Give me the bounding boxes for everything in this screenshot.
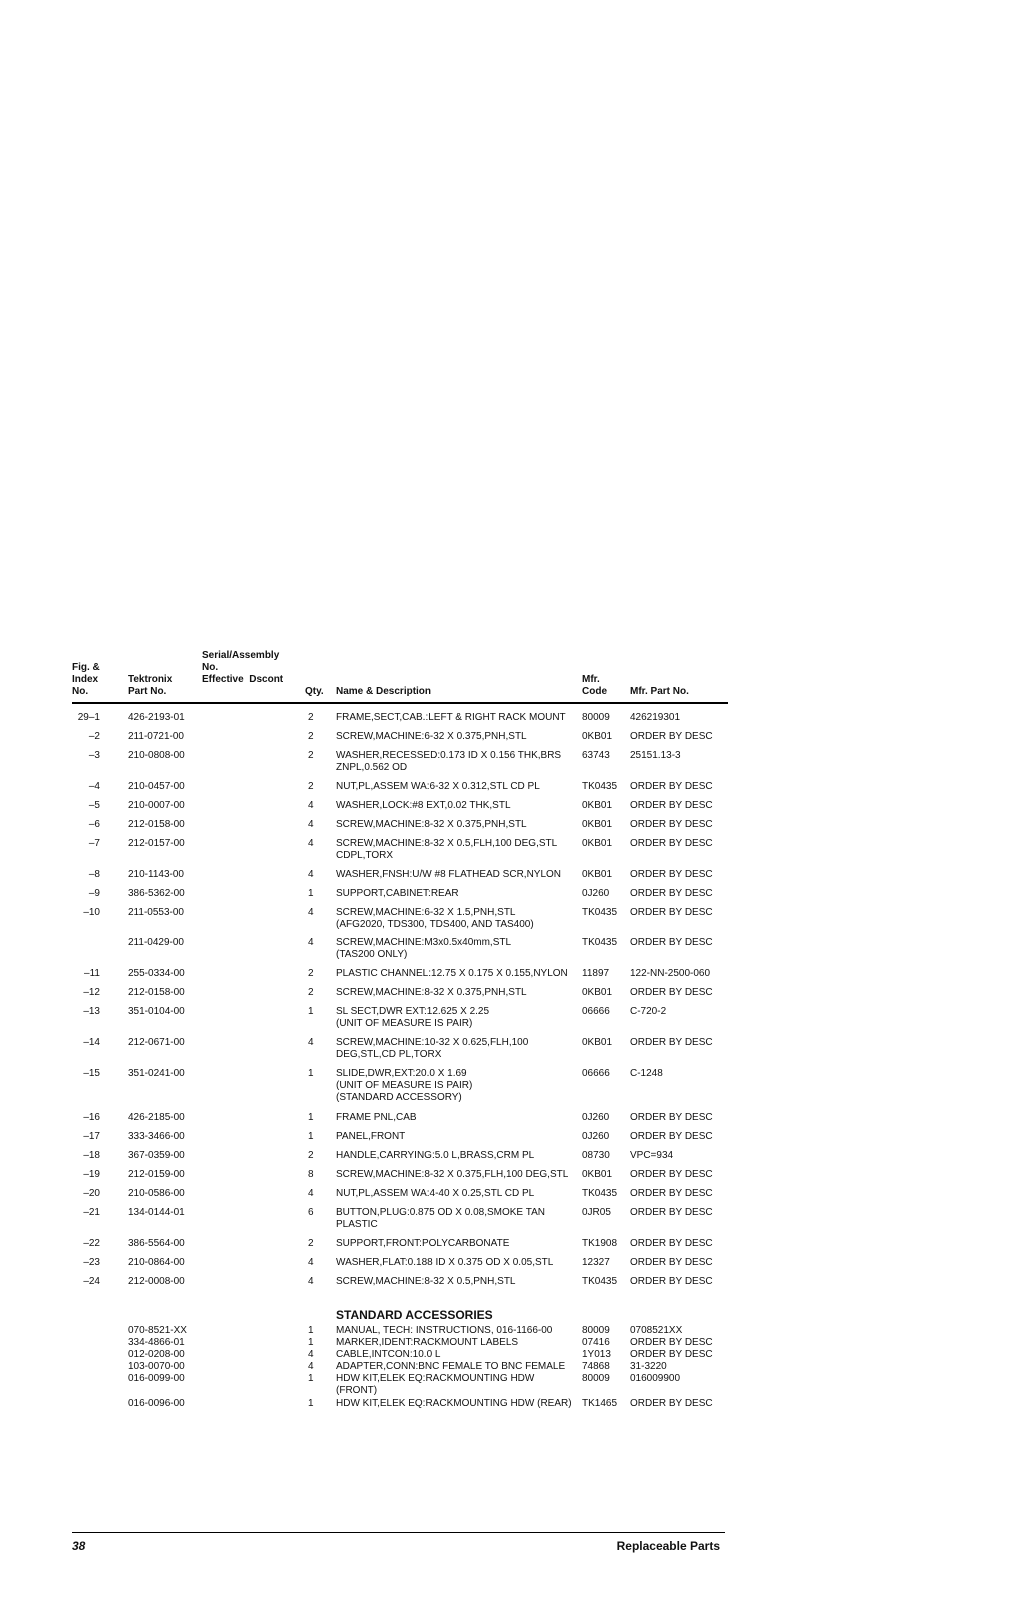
mfr-part-number-cell: ORDER BY DESC [630, 838, 713, 849]
part-number-cell: 426-2193-01 [128, 712, 185, 723]
part-number-cell: 386-5362-00 [128, 888, 185, 899]
description-cell [336, 869, 561, 881]
mfr-part-number-cell: ORDER BY DESC [630, 781, 713, 792]
description-line: (UNIT OF MEASURE IS PAIR) [336, 1080, 473, 1091]
header-divider [72, 702, 728, 704]
fig-index-cell: –22 [83, 1238, 100, 1249]
description-cell [336, 731, 527, 743]
part-number-cell: 211-0553-00 [128, 907, 184, 918]
fig-index-cell: –6 [88, 819, 100, 830]
description-line: SUPPORT,CABINET:REAR [336, 888, 459, 899]
description-line: SCREW,MACHINE:6-32 X 0.375,PNH,STL [336, 731, 527, 742]
mfr-part-number-cell: 31-3220 [630, 1361, 667, 1372]
qty-cell: 4 [308, 1037, 314, 1048]
part-number-cell: 367-0359-00 [128, 1150, 185, 1161]
description-cell [336, 1361, 565, 1373]
description-cell [336, 1037, 528, 1061]
part-number-cell: 351-0104-00 [128, 1006, 185, 1017]
qty-cell: 4 [308, 800, 314, 811]
mfr-code-cell: TK1465 [582, 1398, 618, 1409]
qty-cell: 2 [308, 750, 314, 761]
description-cell [336, 1188, 534, 1200]
qty-cell: 2 [308, 987, 314, 998]
mfr-part-number-cell: ORDER BY DESC [630, 731, 713, 742]
description-cell [336, 1373, 534, 1397]
description-line: CABLE,INTCON:10.0 L [336, 1349, 441, 1360]
fig-index-cell: –11 [84, 968, 100, 979]
mfr-part-number-cell: C-1248 [630, 1068, 663, 1079]
description-cell [336, 750, 561, 774]
part-number-cell: 351-0241-00 [128, 1068, 185, 1079]
qty-cell: 2 [308, 968, 314, 979]
qty-cell: 2 [308, 1238, 314, 1249]
fig-index-cell: –23 [83, 1257, 100, 1268]
description-line: FRAME PNL,CAB [336, 1112, 417, 1123]
qty-cell: 1 [308, 1373, 314, 1384]
qty-cell: 1 [308, 888, 314, 899]
description-line: SCREW,MACHINE:10-32 X 0.625,FLH,100 [336, 1037, 529, 1048]
mfr-code-cell: 0KB01 [582, 731, 613, 742]
qty-cell: 1 [308, 1325, 314, 1336]
qty-cell: 4 [308, 1257, 314, 1268]
mfr-part-number-cell: 0708521XX [630, 1325, 683, 1336]
fig-index-cell: –24 [83, 1276, 100, 1287]
part-number-cell: 210-1143-00 [128, 869, 184, 880]
description-line: DEG,STL,CD PL,TORX [336, 1049, 442, 1060]
qty-cell: 4 [308, 1188, 314, 1199]
qty-cell: 2 [308, 1150, 314, 1161]
header-mfr-code: Mfr. Code [582, 674, 607, 697]
part-number-cell: 070-8521-XX [128, 1325, 187, 1336]
mfr-code-cell: 08730 [582, 1150, 610, 1161]
description-line: HDW KIT,ELEK EQ:RACKMOUNTING HDW [336, 1373, 535, 1384]
mfr-part-number-cell: 122-NN-2500-060 [630, 968, 711, 979]
part-number-cell: 016-0096-00 [128, 1398, 185, 1409]
mfr-part-number-cell: ORDER BY DESC [630, 1131, 713, 1142]
description-line: (STANDARD ACCESSORY) [336, 1092, 462, 1103]
fig-index-cell: –5 [88, 800, 100, 811]
mfr-part-number-cell: C-720-2 [630, 1006, 667, 1017]
fig-index-cell: –7 [88, 838, 100, 849]
mfr-code-cell: 07416 [582, 1337, 610, 1348]
qty-cell: 4 [308, 1349, 314, 1360]
fig-index-cell: –16 [83, 1112, 100, 1123]
mfr-part-number-cell: 016009900 [630, 1373, 681, 1384]
header-serial: Serial/Assembly No. Effective Dscont [202, 650, 284, 685]
description-line: PANEL,FRONT [336, 1131, 406, 1142]
header-name: Name & Description [336, 686, 432, 697]
qty-cell: 4 [308, 937, 314, 948]
qty-cell: 1 [308, 1068, 314, 1079]
description-line: WASHER,FLAT:0.188 ID X 0.375 OD X 0.05,STL [336, 1257, 554, 1268]
description-line: SCREW,MACHINE:M3x0.5x40mm,STL [336, 937, 512, 948]
description-cell [336, 800, 511, 812]
description-line: NUT,PL,ASSEM WA:4-40 X 0.25,STL CD PL [336, 1188, 535, 1199]
header-mfr-part: Mfr. Part No. [630, 686, 689, 697]
description-cell [336, 819, 527, 831]
mfr-part-number-cell: ORDER BY DESC [630, 937, 713, 948]
mfr-code-cell: 0J260 [582, 1112, 610, 1123]
header-qty: Qty. [305, 686, 324, 697]
description-cell [336, 1257, 553, 1269]
part-number-cell: 211-0429-00 [128, 937, 184, 948]
mfr-code-cell: 63743 [582, 750, 610, 761]
qty-cell: 2 [308, 781, 314, 792]
mfr-part-number-cell: ORDER BY DESC [630, 1398, 713, 1409]
description-line: WASHER,FNSH:U/W #8 FLATHEAD SCR,NYLON [336, 869, 562, 880]
description-cell [336, 838, 557, 862]
mfr-part-number-cell: ORDER BY DESC [630, 907, 713, 918]
mfr-code-cell: 11897 [582, 968, 610, 979]
qty-cell: 1 [308, 1112, 314, 1123]
description-line: (TAS200 ONLY) [336, 949, 408, 960]
description-cell [336, 1325, 552, 1337]
qty-cell: 4 [308, 907, 314, 918]
qty-cell: 8 [308, 1169, 314, 1180]
fig-index-cell: –3 [88, 750, 100, 761]
mfr-code-cell: 0KB01 [582, 1037, 613, 1048]
fig-index-cell: –10 [83, 907, 100, 918]
qty-cell: 1 [308, 1006, 314, 1017]
part-number-cell: 210-0007-00 [128, 800, 185, 811]
description-cell [336, 1006, 489, 1030]
mfr-part-number-cell: 25151.13-3 [630, 750, 681, 761]
qty-cell: 6 [308, 1207, 314, 1218]
qty-cell: 1 [308, 1337, 314, 1348]
part-number-cell: 210-0457-00 [128, 781, 185, 792]
mfr-part-number-cell: ORDER BY DESC [630, 869, 713, 880]
description-cell [336, 1349, 440, 1361]
mfr-part-number-cell: 426219301 [630, 712, 681, 723]
header-fig-index: Fig. & Index No. [72, 662, 100, 697]
fig-index-cell: –8 [88, 869, 100, 880]
mfr-code-cell: TK0435 [582, 907, 618, 918]
description-line: SCREW,MACHINE:8-32 X 0.375,PNH,STL [336, 987, 527, 998]
mfr-part-number-cell: ORDER BY DESC [630, 1207, 713, 1218]
part-number-cell: 016-0099-00 [128, 1373, 185, 1384]
part-number-cell: 210-0864-00 [128, 1257, 185, 1268]
fig-index-cell: –20 [83, 1188, 100, 1199]
description-cell [336, 1150, 534, 1162]
qty-cell: 1 [308, 1398, 314, 1409]
part-number-cell: 210-0808-00 [128, 750, 185, 761]
description-line: ZNPL,0.562 OD [336, 762, 408, 773]
mfr-part-number-cell: ORDER BY DESC [630, 987, 713, 998]
mfr-code-cell: 0J260 [582, 1131, 610, 1142]
description-cell [336, 712, 566, 724]
footer-divider [72, 1532, 725, 1533]
description-cell [336, 1112, 417, 1124]
description-cell [336, 781, 540, 793]
part-number-cell: 212-0159-00 [128, 1169, 185, 1180]
part-number-cell: 334-4866-01 [128, 1337, 185, 1348]
part-number-cell: 255-0334-00 [128, 968, 185, 979]
description-cell [336, 1207, 545, 1231]
standard-accessories-title: STANDARD ACCESSORIES [336, 1308, 493, 1322]
mfr-code-cell: 0KB01 [582, 1169, 613, 1180]
mfr-code-cell: 0KB01 [582, 838, 613, 849]
description-line: MARKER,IDENT:RACKMOUNT LABELS [336, 1337, 519, 1348]
description-line: FRAME,SECT,CAB.:LEFT & RIGHT RACK MOUNT [336, 712, 566, 723]
fig-index-cell: –15 [83, 1068, 100, 1079]
qty-cell: 2 [308, 731, 314, 742]
mfr-code-cell: 80009 [582, 712, 610, 723]
description-cell [336, 987, 527, 999]
fig-index-cell: –17 [83, 1131, 100, 1142]
description-line: SUPPORT,FRONT:POLYCARBONATE [336, 1238, 510, 1249]
part-number-cell: 212-0158-00 [128, 819, 185, 830]
qty-cell: 2 [308, 712, 314, 723]
mfr-part-number-cell: ORDER BY DESC [630, 800, 713, 811]
fig-index-cell: –12 [83, 987, 100, 998]
fig-index-cell: –19 [83, 1169, 100, 1180]
description-line: WASHER,LOCK:#8 EXT,0.02 THK,STL [336, 800, 511, 811]
fig-index-cell: –13 [83, 1006, 100, 1017]
mfr-code-cell: TK0435 [582, 781, 618, 792]
mfr-part-number-cell: ORDER BY DESC [630, 888, 713, 899]
description-line: WASHER,RECESSED:0.173 ID X 0.156 THK,BRS [336, 750, 562, 761]
mfr-part-number-cell: ORDER BY DESC [630, 1257, 713, 1268]
mfr-code-cell: TK1908 [582, 1238, 618, 1249]
part-number-cell: 386-5564-00 [128, 1238, 185, 1249]
mfr-code-cell: 06666 [582, 1068, 610, 1079]
description-line: MANUAL, TECH: INSTRUCTIONS, 016-1166-00 [336, 1325, 553, 1336]
part-number-cell: 426-2185-00 [128, 1112, 185, 1123]
description-line: CDPL,TORX [336, 850, 394, 861]
description-cell [336, 1068, 472, 1104]
description-cell [336, 1131, 405, 1143]
mfr-code-cell: TK0435 [582, 1188, 618, 1199]
description-line: HANDLE,CARRYING:5.0 L,BRASS,CRM PL [336, 1150, 535, 1161]
description-cell [336, 907, 534, 931]
mfr-part-number-cell: ORDER BY DESC [630, 819, 713, 830]
mfr-part-number-cell: ORDER BY DESC [630, 1169, 713, 1180]
description-cell [336, 937, 511, 961]
mfr-code-cell: 0KB01 [582, 819, 613, 830]
description-cell [336, 888, 459, 900]
description-line: BUTTON,PLUG:0.875 OD X 0.08,SMOKE TAN [336, 1207, 545, 1218]
description-line: SL SECT,DWR EXT:12.625 X 2.25 [336, 1006, 490, 1017]
header-part-no: Tektronix Part No. [128, 674, 173, 697]
description-line: ADAPTER,CONN:BNC FEMALE TO BNC FEMALE [336, 1361, 566, 1372]
mfr-code-cell: 1Y013 [582, 1349, 611, 1360]
description-cell [336, 1276, 516, 1288]
fig-index-cell: –14 [83, 1037, 100, 1048]
description-line: SCREW,MACHINE:8-32 X 0.375,PNH,STL [336, 819, 527, 830]
qty-cell: 4 [308, 869, 314, 880]
description-cell [336, 1238, 509, 1250]
mfr-code-cell: 0KB01 [582, 800, 613, 811]
mfr-code-cell: 0J260 [582, 888, 610, 899]
section-title: Replaceable Parts [616, 1539, 720, 1553]
mfr-code-cell: 0KB01 [582, 869, 613, 880]
mfr-part-number-cell: ORDER BY DESC [630, 1112, 713, 1123]
description-line: (AFG2020, TDS300, TDS400, AND TAS400) [336, 919, 534, 930]
qty-cell: 4 [308, 819, 314, 830]
page-number: 38 [72, 1539, 86, 1553]
mfr-code-cell: 80009 [582, 1373, 610, 1384]
mfr-part-number-cell: VPC=934 [630, 1150, 674, 1161]
part-number-cell: 333-3466-00 [128, 1131, 185, 1142]
part-number-cell: 134-0144-01 [128, 1207, 185, 1218]
qty-cell: 4 [308, 838, 314, 849]
part-number-cell: 103-0070-00 [128, 1361, 185, 1372]
qty-cell: 4 [308, 1361, 314, 1372]
mfr-part-number-cell: ORDER BY DESC [630, 1238, 713, 1249]
part-number-cell: 211-0721-00 [128, 731, 184, 742]
mfr-code-cell: 0KB01 [582, 987, 613, 998]
part-number-cell: 212-0158-00 [128, 987, 185, 998]
description-line: (UNIT OF MEASURE IS PAIR) [336, 1018, 473, 1029]
description-cell [336, 1398, 572, 1410]
description-line: SCREW,MACHINE:8-32 X 0.5,FLH,100 DEG,STL [336, 838, 558, 849]
description-line: PLASTIC CHANNEL:12.75 X 0.175 X 0.155,NYLON [336, 968, 568, 979]
part-number-cell: 210-0586-00 [128, 1188, 185, 1199]
mfr-part-number-cell: ORDER BY DESC [630, 1276, 713, 1287]
description-line: SLIDE,DWR,EXT:20.0 X 1.69 [336, 1068, 467, 1079]
part-number-cell: 012-0208-00 [128, 1349, 185, 1360]
part-number-cell: 212-0008-00 [128, 1276, 185, 1287]
description-line: SCREW,MACHINE:6-32 X 1.5,PNH,STL [336, 907, 516, 918]
mfr-part-number-cell: ORDER BY DESC [630, 1349, 713, 1360]
qty-cell: 4 [308, 1276, 314, 1287]
qty-cell: 1 [308, 1131, 314, 1142]
mfr-part-number-cell: ORDER BY DESC [630, 1188, 713, 1199]
mfr-code-cell: 74868 [582, 1361, 610, 1372]
fig-index-cell: –4 [88, 781, 100, 792]
part-number-cell: 212-0671-00 [128, 1037, 185, 1048]
mfr-code-cell: 06666 [582, 1006, 610, 1017]
mfr-code-cell: TK0435 [582, 1276, 618, 1287]
mfr-part-number-cell: ORDER BY DESC [630, 1037, 713, 1048]
description-cell [336, 1169, 568, 1181]
mfr-code-cell: TK0435 [582, 937, 618, 948]
mfr-code-cell: 80009 [582, 1325, 610, 1336]
mfr-code-cell: 0JR05 [582, 1207, 611, 1218]
mfr-part-number-cell: ORDER BY DESC [630, 1337, 713, 1348]
description-cell [336, 1337, 518, 1349]
part-number-cell: 212-0157-00 [128, 838, 185, 849]
description-line: NUT,PL,ASSEM WA:6-32 X 0.312,STL CD PL [336, 781, 540, 792]
fig-index-cell: –18 [83, 1150, 100, 1161]
description-line: PLASTIC [336, 1219, 378, 1230]
description-line: SCREW,MACHINE:8-32 X 0.5,PNH,STL [336, 1276, 516, 1287]
description-line: (FRONT) [336, 1385, 378, 1396]
mfr-code-cell: 12327 [582, 1257, 610, 1268]
description-line: SCREW,MACHINE:8-32 X 0.375,FLH,100 DEG,STL [336, 1169, 569, 1180]
description-line: HDW KIT,ELEK EQ:RACKMOUNTING HDW (REAR) [336, 1398, 572, 1409]
description-cell [336, 968, 568, 980]
fig-index-cell: –9 [88, 888, 100, 899]
fig-index-cell: –2 [88, 731, 100, 742]
fig-index-cell: –21 [83, 1207, 100, 1218]
fig-index-cell: 29–1 [77, 712, 100, 723]
